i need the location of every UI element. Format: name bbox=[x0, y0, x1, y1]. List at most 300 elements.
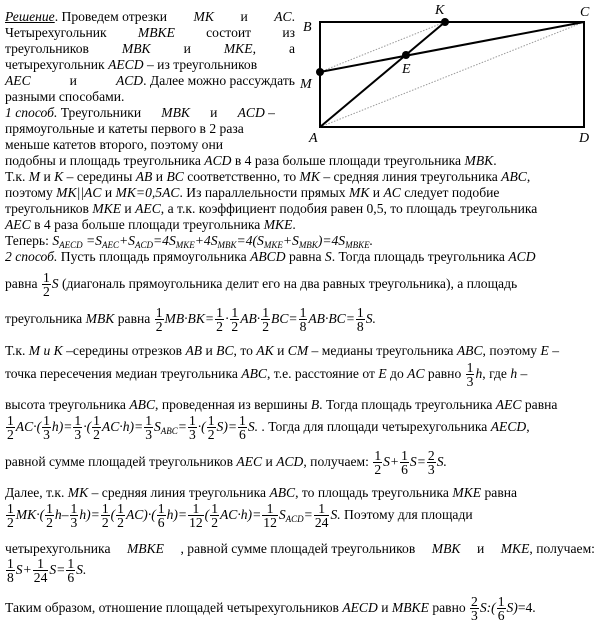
text: равна bbox=[5, 276, 38, 291]
text: – середины bbox=[63, 169, 136, 184]
fraction bbox=[427, 449, 436, 476]
fraction-part: 24 bbox=[33, 570, 48, 586]
math-text: ACD bbox=[285, 514, 304, 524]
fraction-part: 1 bbox=[401, 448, 408, 464]
text-line: Т.к. M и K –середины отрезков AB и BC, то AK и CM – медианы треугольника ABC, поэтому E – bbox=[5, 343, 560, 358]
text: –середины отрезков bbox=[62, 343, 186, 358]
text: и bbox=[183, 41, 191, 56]
fraction-part: 2 bbox=[117, 515, 124, 531]
text: равна bbox=[285, 249, 325, 264]
text: AEC bbox=[236, 454, 263, 469]
text: , где bbox=[482, 366, 511, 381]
fraction bbox=[101, 502, 110, 529]
fraction-part: 3 bbox=[43, 427, 50, 443]
math-text: S:( bbox=[479, 600, 496, 615]
text: MK=0,5AC bbox=[115, 185, 180, 200]
text: AECD bbox=[342, 600, 378, 615]
math-text: MKE bbox=[263, 240, 283, 250]
text: . Из параллельности прямых bbox=[179, 185, 349, 200]
text: MK bbox=[193, 9, 214, 24]
fraction-part: 1 bbox=[145, 413, 152, 429]
fraction-part: 3 bbox=[74, 427, 82, 443]
segment-mc bbox=[320, 22, 584, 72]
math-text: h bbox=[475, 366, 483, 381]
text: ACD bbox=[204, 153, 232, 168]
text-line: 1 способ. Треугольники MBK и ACD – bbox=[5, 105, 275, 120]
text: и bbox=[69, 73, 77, 88]
point-e bbox=[402, 51, 410, 59]
fraction-part: 2 bbox=[46, 515, 53, 531]
text: и bbox=[104, 185, 113, 200]
text-line bbox=[5, 185, 595, 201]
text-line: AEC в 4 раза больше площади треугольника MKE. bbox=[5, 217, 296, 232]
text: E bbox=[540, 343, 549, 358]
text: Т.к. bbox=[5, 169, 29, 184]
fraction-part: 2 bbox=[211, 515, 218, 531]
fraction-part: 1 bbox=[101, 501, 109, 517]
fraction-part: 1 bbox=[216, 305, 223, 321]
fraction bbox=[6, 557, 15, 584]
fraction-part: 1 bbox=[262, 305, 270, 321]
text: и bbox=[43, 169, 51, 184]
text: MBK bbox=[85, 311, 115, 326]
fraction-part: 1 bbox=[7, 501, 14, 517]
fraction bbox=[238, 414, 247, 441]
text: ACD bbox=[237, 105, 265, 120]
fraction-part: 1 bbox=[356, 305, 364, 321]
text: и bbox=[277, 343, 285, 358]
method-2-label: 2 способ. bbox=[5, 249, 58, 264]
text-line: треугольников MBK и MKE, а bbox=[5, 41, 295, 56]
fraction bbox=[157, 502, 166, 529]
text: и bbox=[205, 343, 213, 358]
fraction-part: 3 bbox=[466, 374, 474, 390]
text: , получаем: bbox=[303, 454, 373, 469]
text: соответственно, то bbox=[183, 169, 300, 184]
text: , получаем: bbox=[529, 541, 595, 556]
fraction-part: 8 bbox=[7, 570, 14, 586]
math-text: ABC bbox=[160, 426, 178, 436]
fraction-part: 1 bbox=[7, 413, 14, 429]
final-result: =4. bbox=[517, 600, 536, 615]
math-text: S+ bbox=[15, 562, 32, 577]
text: Таким образом, отношение площадей четырехугольников bbox=[5, 600, 343, 615]
fraction bbox=[207, 414, 216, 441]
math-text: AECD bbox=[59, 240, 83, 250]
fraction-part: 1 bbox=[67, 556, 75, 572]
text: MK bbox=[299, 169, 320, 184]
text: MKE bbox=[223, 41, 253, 56]
formula-line: треугольника MBK равна $\frac{1}{2}$ MB·BK= $\frac{1}{2}$ · $\frac{1}{2}$ AB· $\frac{1}{2}$ BC= $\frac{1}{8}$ AB·BC= $\frac{1}{8}$ S. bbox=[5, 305, 376, 335]
text: MKE bbox=[452, 485, 482, 500]
math-text: h)= bbox=[166, 507, 188, 522]
text: равно bbox=[424, 366, 462, 381]
text: подобны и площадь треугольника bbox=[5, 153, 205, 168]
fraction-part: 1 bbox=[43, 413, 50, 429]
text: равной сумме площадей треугольников bbox=[5, 454, 237, 469]
text: , то bbox=[233, 343, 257, 358]
fraction-part: 1 bbox=[374, 448, 382, 464]
text: S bbox=[324, 249, 332, 264]
text: (диагональ прямоугольника делит его на два равных треугольника), а площадь bbox=[61, 276, 518, 291]
fraction bbox=[373, 449, 382, 476]
fraction-part: 12 bbox=[189, 515, 203, 531]
text: равно bbox=[428, 600, 470, 615]
fraction bbox=[299, 306, 308, 333]
text: , поэтому bbox=[482, 343, 541, 358]
fraction-part: 3 bbox=[427, 462, 435, 478]
label-b: B bbox=[303, 20, 312, 35]
text: Поэтому для площади bbox=[344, 507, 473, 522]
text: Треугольники bbox=[57, 105, 142, 120]
math-text: ·( bbox=[83, 419, 92, 434]
formula-line: точка пересечения медиан треугольника ABC, т.е. расстояние от E до AC равно $\frac{1}{3}$ h, где h – bbox=[5, 360, 528, 390]
text: равна bbox=[524, 397, 558, 412]
text: AC bbox=[407, 366, 425, 381]
text: . Тогда площадь треугольника bbox=[319, 397, 496, 412]
text: ABC bbox=[456, 343, 483, 358]
dotted-line-mk bbox=[320, 22, 445, 72]
fraction-part: 12 bbox=[263, 515, 277, 531]
text: . Проведем отрезки bbox=[54, 9, 168, 24]
text: MBK bbox=[161, 105, 190, 120]
fraction-part: 2 bbox=[155, 319, 163, 335]
text: AEC bbox=[5, 73, 31, 88]
math-text: h– bbox=[54, 507, 69, 522]
fraction-part: 1 bbox=[46, 501, 53, 517]
text: ABCD bbox=[250, 249, 286, 264]
text: ABC bbox=[501, 169, 527, 184]
fraction-part: 6 bbox=[497, 608, 505, 624]
math-text: MBK bbox=[217, 240, 237, 250]
text: AB bbox=[185, 343, 203, 358]
text: , проведенная из вершины bbox=[155, 397, 311, 412]
label-m: M bbox=[300, 77, 312, 92]
fraction-part: 1 bbox=[74, 413, 82, 429]
formula-line bbox=[5, 448, 447, 476]
text: и bbox=[210, 105, 218, 120]
text: ABC bbox=[269, 485, 296, 500]
math-text: S+ bbox=[383, 454, 400, 469]
text: Четырехугольник bbox=[5, 25, 107, 40]
label-e: E bbox=[402, 62, 411, 77]
fraction bbox=[92, 414, 101, 441]
fraction-part: 6 bbox=[157, 515, 165, 531]
text: CM bbox=[287, 343, 309, 358]
text-line: Решение. Проведем отрезки MK и AC. bbox=[5, 9, 295, 24]
fraction bbox=[314, 502, 330, 529]
text: K bbox=[54, 169, 64, 184]
text: разными способами. bbox=[5, 89, 125, 104]
text: AC bbox=[274, 9, 292, 24]
fraction bbox=[45, 502, 54, 529]
text: AEC bbox=[135, 201, 161, 216]
math-text: ·( bbox=[197, 419, 206, 434]
fraction-part: 1 bbox=[42, 270, 50, 286]
fraction bbox=[42, 414, 51, 441]
text: четырехугольник bbox=[5, 57, 105, 72]
text: MBKE bbox=[391, 600, 429, 615]
fraction-part: 8 bbox=[356, 319, 364, 335]
label-k: K bbox=[435, 3, 445, 18]
fraction-part: 1 bbox=[207, 413, 215, 429]
solution-label: Решение bbox=[5, 9, 55, 24]
text: ABC bbox=[129, 397, 156, 412]
text: MK bbox=[67, 485, 89, 500]
math-text: AC·( bbox=[15, 419, 42, 434]
fraction-part: 2 bbox=[262, 319, 270, 335]
fraction bbox=[262, 502, 278, 529]
formula-line bbox=[5, 270, 517, 298]
math-text: S= bbox=[409, 454, 426, 469]
text: AK bbox=[256, 343, 274, 358]
text: треугольников bbox=[5, 201, 93, 216]
text-line bbox=[5, 121, 244, 137]
text-line: Т.к. M и K – середины AB и BC соответственно, то MK – средняя линия треугольника ABC, bbox=[5, 169, 531, 184]
text-line bbox=[5, 201, 595, 217]
math-text: S. bbox=[247, 419, 259, 434]
text: ACD bbox=[276, 454, 304, 469]
text-line bbox=[5, 541, 595, 557]
fraction-part: 2 bbox=[93, 427, 100, 443]
fraction bbox=[215, 306, 224, 333]
text: MBK bbox=[121, 41, 151, 56]
fraction bbox=[70, 502, 79, 529]
text: Далее, т.к. bbox=[5, 485, 68, 500]
fraction-part: 2 bbox=[374, 462, 382, 478]
text: Теперь: bbox=[5, 233, 53, 248]
text: AECD bbox=[108, 57, 144, 72]
fraction-part: 2 bbox=[471, 594, 478, 610]
math-text: AC·h)= bbox=[219, 507, 262, 522]
method-1-label: 1 способ. bbox=[5, 105, 58, 120]
formula-line: $\frac{1}{2}$ AC·( $\frac{1}{3}$ h)= $\frac{1}{3}$ ·( $\frac{1}{2}$ AC·h)= $\frac{1}{3}$ $S_{ABC}=$ $\frac{1}{3}$ ·( $\frac{1}{2}$ S)= $\frac{1}{6}$ S. . Тогда для площади четырехугольника AECD, bbox=[7, 413, 530, 443]
text: и bbox=[124, 201, 132, 216]
math-text: MBKE bbox=[345, 240, 370, 250]
text: а bbox=[288, 41, 295, 56]
math-text: S) bbox=[506, 600, 518, 615]
fraction-part: 1 bbox=[188, 502, 204, 516]
text: треугольников bbox=[5, 41, 89, 56]
math-text: S. bbox=[76, 562, 87, 577]
fraction bbox=[6, 414, 15, 441]
fraction-part: 2 bbox=[101, 515, 109, 531]
math-text: ( bbox=[110, 507, 116, 522]
text: MBK bbox=[464, 153, 494, 168]
math-text: MKE bbox=[175, 240, 195, 250]
text: , а т.к. коэффициент подобия равен 0,5, то площадь треугольника bbox=[160, 201, 538, 216]
fraction-part: 24 bbox=[314, 515, 329, 531]
fraction-part: 1 bbox=[466, 360, 474, 376]
text: в 4 раза больше площади треугольника bbox=[30, 217, 264, 232]
text: следует подобие bbox=[400, 185, 500, 200]
segment-ak bbox=[320, 22, 445, 127]
point-k bbox=[441, 18, 449, 26]
math-text: h bbox=[510, 366, 518, 381]
formula-line bbox=[5, 594, 536, 622]
text-line bbox=[5, 485, 595, 501]
math-text: AB·BC= bbox=[308, 311, 355, 326]
text: и bbox=[155, 169, 164, 184]
fraction-part: 1 bbox=[117, 501, 124, 517]
text-line bbox=[5, 25, 295, 41]
text: MK||AC bbox=[56, 185, 102, 200]
fraction bbox=[155, 306, 164, 333]
fraction-part: 6 bbox=[239, 427, 246, 443]
fraction bbox=[188, 502, 204, 529]
label-d: D bbox=[579, 131, 590, 146]
math-text: S= bbox=[49, 562, 66, 577]
text: в 4 раза больше площади треугольника bbox=[231, 153, 465, 168]
text: B bbox=[310, 397, 320, 412]
text: – из треугольников bbox=[143, 57, 258, 72]
text: поэтому bbox=[5, 185, 57, 200]
math-text: S. bbox=[330, 507, 341, 522]
text: четырехугольника bbox=[5, 541, 111, 556]
text: – медианы треугольника bbox=[308, 343, 457, 358]
text: точка пересечения медиан треугольника bbox=[5, 366, 242, 381]
fraction bbox=[400, 449, 409, 476]
fraction-part: 1 bbox=[497, 594, 505, 610]
fraction-part: 1 bbox=[231, 305, 239, 321]
math-text: S. bbox=[365, 311, 376, 326]
text: . Тогда площадь треугольника bbox=[331, 249, 509, 264]
math-text: AB· bbox=[240, 311, 261, 326]
text: MBK bbox=[431, 541, 461, 556]
fraction bbox=[66, 557, 75, 584]
math-text: AC)·( bbox=[125, 507, 156, 522]
text: , т.е. расстояние от bbox=[266, 366, 379, 381]
math-text: MK·( bbox=[15, 507, 45, 522]
point-m bbox=[316, 68, 324, 76]
math-text: AEC bbox=[101, 240, 119, 250]
fraction-part: 1 bbox=[157, 501, 165, 517]
fraction-part: 3 bbox=[188, 427, 196, 443]
dotted-line-ac bbox=[320, 22, 584, 127]
text: , равной сумме площадей треугольников bbox=[180, 541, 416, 556]
text: и bbox=[240, 9, 248, 24]
fraction-part: 8 bbox=[299, 319, 307, 335]
text-line bbox=[5, 249, 595, 265]
fraction-part: 1 bbox=[33, 557, 49, 571]
text: MKE bbox=[500, 541, 530, 556]
text: высота треугольника bbox=[5, 397, 130, 412]
label-c: C bbox=[580, 5, 590, 20]
fraction bbox=[356, 306, 365, 333]
text: M и K bbox=[28, 343, 63, 358]
math-text: h)= bbox=[51, 419, 73, 434]
text: меньше катетов второго, поэтому они bbox=[5, 137, 224, 152]
text: , то площадь треугольника bbox=[295, 485, 453, 500]
text: ABC bbox=[241, 366, 267, 381]
fraction bbox=[42, 271, 51, 298]
fraction-part: 2 bbox=[427, 448, 435, 464]
text: MBKE bbox=[137, 25, 175, 40]
text: AEC bbox=[495, 397, 522, 412]
text: AECD bbox=[490, 419, 527, 434]
math-text: BC= bbox=[271, 311, 298, 326]
fraction-part: 1 bbox=[239, 413, 246, 429]
text-line: подобны и площадь треугольника ACD в 4 раза больше площади треугольника MBK. bbox=[5, 153, 497, 168]
math-text: $S_{AECD} =S_{AEC}+S_{ACD}=4S_{MKE}+4S_{MBK}=4(S_{MKE}+S_{MBK})=4S_{MBKE}$. bbox=[52, 233, 374, 250]
label-a: A bbox=[309, 131, 318, 146]
fraction-part: 1 bbox=[299, 305, 307, 321]
fraction bbox=[466, 361, 475, 388]
formula-line bbox=[5, 501, 595, 533]
fraction-part: 1 bbox=[188, 413, 196, 429]
math-text: MBK bbox=[298, 240, 318, 250]
text-line bbox=[5, 137, 223, 153]
text: AB bbox=[135, 169, 153, 184]
text: равна bbox=[117, 311, 151, 326]
text: MK bbox=[349, 185, 370, 200]
text: – средняя линия треугольника bbox=[88, 485, 270, 500]
fraction-part: 2 bbox=[207, 427, 215, 443]
fraction bbox=[6, 502, 15, 529]
text: E bbox=[378, 366, 387, 381]
formula-line bbox=[5, 556, 86, 584]
fraction bbox=[188, 414, 197, 441]
text: AEC bbox=[5, 217, 31, 232]
text: Пусть площадь прямоугольника bbox=[57, 249, 251, 264]
fraction-part: 1 bbox=[70, 501, 78, 517]
fraction-part: 2 bbox=[216, 319, 223, 335]
text: MB·BK= bbox=[164, 311, 215, 326]
text-line bbox=[5, 73, 295, 89]
fraction-part: 1 bbox=[155, 305, 163, 321]
math-text: S)= bbox=[216, 419, 238, 434]
fraction-part: 6 bbox=[401, 462, 408, 478]
fraction-part: 1 bbox=[262, 502, 278, 516]
fraction-part: 3 bbox=[145, 427, 152, 443]
math-text: $S_{ABC}=$ bbox=[154, 419, 187, 436]
text: до bbox=[386, 366, 408, 381]
text: Т.к. bbox=[5, 343, 29, 358]
text: . Далее можно рассуждать bbox=[143, 73, 295, 88]
fraction-part: 1 bbox=[7, 556, 14, 572]
fraction-part: 3 bbox=[471, 608, 478, 624]
fraction bbox=[144, 414, 153, 441]
fraction bbox=[73, 414, 82, 441]
fraction bbox=[210, 502, 219, 529]
text: – средняя линия треугольника bbox=[319, 169, 502, 184]
fraction bbox=[230, 306, 239, 333]
text: ACD bbox=[115, 73, 144, 88]
text: прямоугольные и катеты первого в 2 раза bbox=[5, 121, 244, 136]
text: AC bbox=[383, 185, 401, 200]
fraction-part: 2 bbox=[7, 427, 14, 443]
text: BC bbox=[166, 169, 184, 184]
text: S bbox=[51, 276, 59, 291]
fraction bbox=[497, 595, 506, 622]
math-text: S. bbox=[436, 454, 447, 469]
text: равна bbox=[484, 485, 518, 500]
text: MKE bbox=[263, 217, 293, 232]
text: M bbox=[28, 169, 41, 184]
text: состоит bbox=[206, 25, 252, 40]
text: и bbox=[381, 600, 389, 615]
text: BC bbox=[216, 343, 234, 358]
text: . Тогда для площади четырехугольника bbox=[261, 419, 491, 434]
text: MBKE bbox=[126, 541, 164, 556]
text-line bbox=[5, 89, 124, 105]
fraction-part: 2 bbox=[42, 284, 50, 300]
text: треугольника bbox=[5, 311, 86, 326]
math-text: AC·h)= bbox=[101, 419, 144, 434]
fraction bbox=[33, 557, 49, 584]
text-line bbox=[5, 57, 295, 73]
fraction bbox=[261, 306, 270, 333]
